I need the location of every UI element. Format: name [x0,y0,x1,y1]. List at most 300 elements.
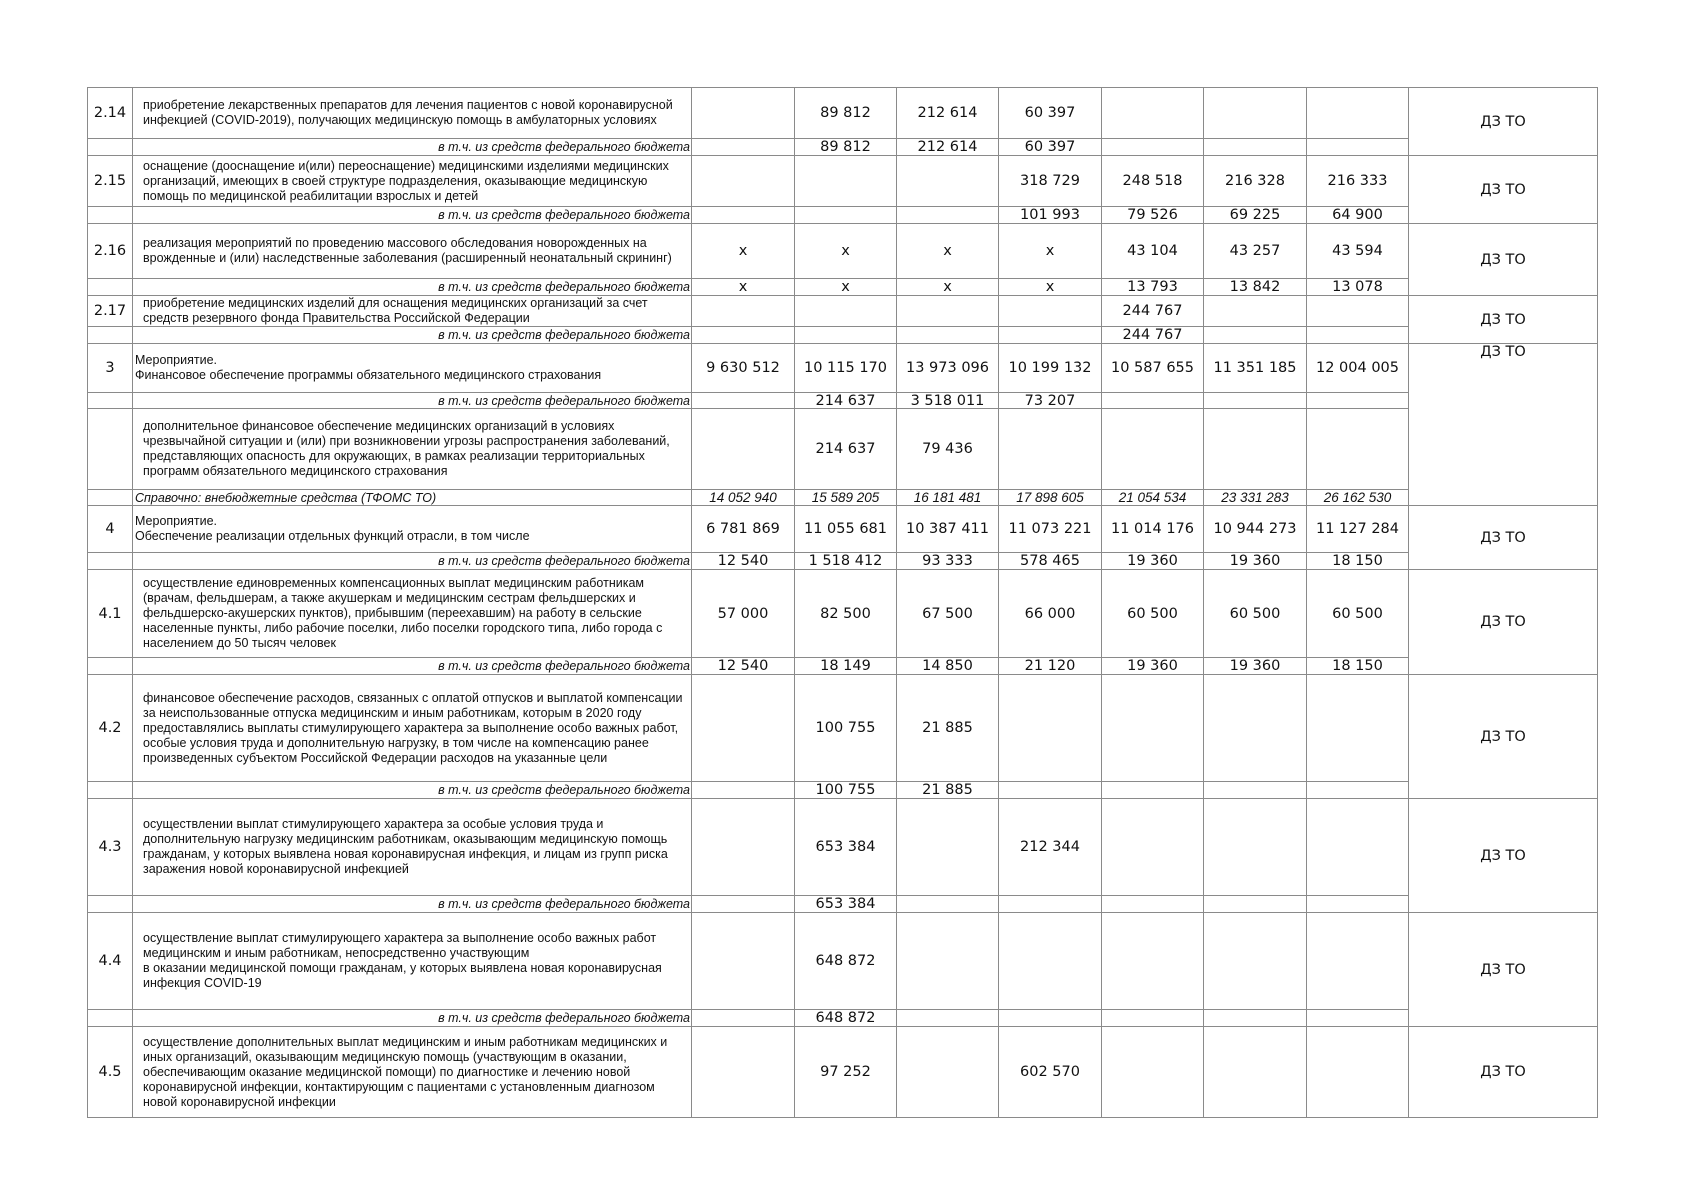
cell-text: ДЗ ТО [1480,181,1526,198]
value-cell [1101,657,1204,675]
row-number [87,155,133,207]
cell-text: 11 351 185 [1213,360,1297,376]
cell-text: 43 257 [1229,243,1281,259]
row-number [87,781,133,799]
cell-text: 93 333 [922,553,973,569]
value-cell [896,326,999,344]
cell-text: 2.16 [93,243,127,259]
value-cell [1203,155,1307,207]
value-cell [691,392,795,409]
row-number [87,489,133,506]
cell-text: 66 000 [1024,605,1076,622]
value-cell [1101,1009,1204,1027]
federal-budget-label [132,138,692,156]
row-number [87,223,133,279]
cell-text: приобретение лекарственных препаратов для лечения пациентов с новой коронавирусной инфекцией (COVID-2019), получающих медицинскую помощь в амбулаторных условиях [143,98,673,127]
cell-text: ДЗ ТО [1480,529,1526,546]
cell-text: 3 518 011 [910,392,985,409]
cell-text: 13 793 [1127,279,1178,295]
value-cell [998,295,1102,327]
value-cell [998,392,1102,409]
cell-text: 12 540 [717,658,769,674]
cell-text: 4.5 [98,1064,122,1080]
cell-text: 10 944 273 [1213,521,1297,537]
value-cell [691,1026,795,1118]
row-number [87,138,133,156]
row-description [132,674,692,782]
cell-text: реализация мероприятий по проведению массового обследования новорожденных на врожденные и (или) наследственные заболевания (расширенный неонатальный скрининг) [143,236,672,265]
cell-text: 89 812 [820,105,871,121]
cell-text: 18 149 [820,658,871,674]
cell-text: ДЗ ТО [1480,1064,1526,1080]
row-number [87,674,133,782]
row-number [87,295,133,327]
cell-text: 89 812 [820,139,871,155]
federal-budget-label [132,657,692,675]
value-cell [1306,674,1409,782]
cell-text: ДЗ ТО [1480,113,1526,130]
value-cell [998,87,1102,139]
cell-text: 60 397 [1024,139,1076,155]
cell-text: 212 614 [917,105,978,121]
cell-text: 60 500 [1229,605,1281,622]
value-cell [691,1009,795,1027]
value-cell [1203,87,1307,139]
cell-text: осуществление дополнительных выплат медицинским и иным работникам медицинских и иных организаций, оказывающим медицинскую помощь (участвующим в оказании, обеспечивающим оказание медицинской помощи) по диагностике и лечению новой коронавирусной инфекции, контактирующим с пациентами с установленным диагнозом новой коронавирусной инфекции [143,1034,668,1109]
value-cell [1203,505,1307,553]
value-cell [1101,278,1204,296]
cell-text: 60 500 [1127,605,1178,622]
value-cell [1203,674,1307,782]
value-cell [794,1009,897,1027]
value-cell [896,138,999,156]
cell-text: 4.3 [98,839,122,855]
cell-text: в т.ч. из средств федерального бюджета [438,659,690,673]
cell-text: Справочно: внебюджетные средства (ТФОМС ТО) [135,490,437,505]
cell-text: 3 [105,360,115,376]
cell-text: 101 993 [1020,207,1080,223]
value-cell [794,569,897,658]
value-cell [998,674,1102,782]
value-cell [794,674,897,782]
value-cell [691,489,795,506]
cell-text: 60 500 [1332,605,1383,622]
cell-text: оснащение (дооснащение и(или) переоснащение) медицинскими изделиями медицинских организаций, имеющих в своей структуре подразделения, оказывающие медицинскую помощь по медицинской реабилитации взрослых и детей [143,158,669,203]
cell-text: 244 767 [1122,327,1183,343]
value-cell [691,552,795,570]
value-cell [998,781,1102,799]
cell-text: 1 518 412 [808,553,883,569]
cell-text: 19 360 [1229,553,1281,569]
cell-text: в т.ч. из средств федерального бюджета [438,208,690,222]
value-cell [794,295,897,327]
row-description [132,87,692,139]
row-description [132,408,692,490]
row-number [87,1026,133,1118]
cell-text: 82 500 [820,605,871,622]
cell-text: 21 885 [922,782,973,798]
row-number [87,343,133,393]
reference-label [132,489,692,506]
value-cell [896,674,999,782]
value-cell [1101,326,1204,344]
cell-text: 73 207 [1024,392,1076,409]
cell-text: Мероприятие. Обеспечение реализации отдельных функций отрасли, в том числе [135,514,530,543]
row-description [132,223,692,279]
value-cell [794,505,897,553]
cell-text: 23 331 283 [1221,490,1289,505]
cell-text: осуществление выплат стимулирующего характера за выполнение особо важных работ медицинским и иным работникам, непосредственно участвующим в оказании медицинской помощи гражданам, у которых выявлена новая коронавирусная инфекция COVID-19 [143,931,662,990]
cell-text: х [738,279,748,295]
value-cell [1101,569,1204,658]
cell-text: 653 384 [815,896,876,912]
value-cell [1306,1026,1409,1118]
value-cell [794,489,897,506]
row-number [87,326,133,344]
value-cell [794,87,897,139]
cell-text: 318 729 [1020,173,1080,189]
cell-text: х [841,279,850,295]
value-cell [1306,657,1409,675]
value-cell [998,489,1102,506]
value-cell [1203,343,1307,393]
value-cell [998,895,1102,913]
responsible-executor [1408,223,1598,296]
cell-text: 14 052 940 [709,490,777,505]
row-description [132,155,692,207]
cell-text: 212 344 [1020,839,1080,855]
responsible-executor [1408,912,1598,1027]
cell-text: 69 225 [1229,207,1281,223]
value-cell [1306,895,1409,913]
value-cell [794,138,897,156]
value-cell [691,326,795,344]
responsible-executor [1408,87,1598,156]
cell-text: 100 755 [815,720,876,736]
value-cell [691,505,795,553]
value-cell [1306,206,1409,224]
cell-text: 248 518 [1122,173,1183,189]
value-cell [1203,278,1307,296]
value-cell [1203,657,1307,675]
value-cell [1306,569,1409,658]
cell-text: 64 900 [1332,207,1383,223]
cell-text: 12 004 005 [1315,360,1400,376]
row-number [87,206,133,224]
value-cell [1203,489,1307,506]
value-cell [1203,138,1307,156]
cell-text: ДЗ ТО [1480,614,1526,630]
cell-text: в т.ч. из средств федерального бюджета [438,1011,690,1025]
row-number [87,569,133,658]
cell-text: 602 570 [1020,1064,1080,1080]
value-cell [1203,569,1307,658]
cell-text: 18 150 [1332,553,1383,569]
cell-text: 10 587 655 [1110,360,1195,376]
cell-text: дополнительное финансовое обеспечение медицинских организаций в условиях чрезвычайной ситуации и (или) при возникновении угрозы распространения заболеваний, представляющих опасность для окружающих, в рамках реализации территориальных программ обязательного медицинского страхования [143,419,670,478]
value-cell [896,223,999,279]
cell-text: 97 252 [820,1064,871,1080]
cell-text: 214 637 [815,392,876,409]
cell-text: 21 885 [922,720,973,736]
cell-text: 216 333 [1327,173,1388,189]
value-cell [1306,912,1409,1010]
value-cell [794,1026,897,1118]
cell-text: 6 781 869 [706,521,780,537]
value-cell [1203,295,1307,327]
value-cell [896,1026,999,1118]
value-cell [896,552,999,570]
federal-budget-label [132,326,692,344]
value-cell [998,278,1102,296]
value-cell [896,505,999,553]
value-cell [794,798,897,896]
value-cell [1101,392,1204,409]
value-cell [794,278,897,296]
value-cell [896,657,999,675]
cell-text: 60 397 [1024,105,1076,121]
cell-text: 16 181 481 [913,490,982,505]
value-cell [896,798,999,896]
cell-text: 11 127 284 [1315,521,1400,537]
cell-text: 11 055 681 [803,521,888,537]
value-cell [998,343,1102,393]
value-cell [691,87,795,139]
value-cell [1101,895,1204,913]
cell-text: х [943,243,952,259]
value-cell [691,657,795,675]
cell-text: х [1045,279,1055,295]
cell-text: в т.ч. из средств федерального бюджета [438,554,690,568]
value-cell [1306,1009,1409,1027]
row-number [87,505,133,553]
responsible-executor [1408,295,1598,344]
value-cell [794,552,897,570]
value-cell [1203,895,1307,913]
value-cell [794,326,897,344]
value-cell [896,295,999,327]
value-cell [794,408,897,490]
cell-text: 9 630 512 [706,360,780,376]
row-number [87,895,133,913]
row-number [87,657,133,675]
value-cell [998,552,1102,570]
responsible-executor [1408,569,1598,675]
value-cell [998,408,1102,490]
value-cell [896,912,999,1010]
value-cell [998,1026,1102,1118]
responsible-executor [1408,505,1598,570]
value-cell [1101,912,1204,1010]
value-cell [1101,1026,1204,1118]
row-description [132,343,692,393]
responsible-executor [1408,674,1598,799]
row-number [87,392,133,409]
value-cell [1101,408,1204,490]
federal-budget-label [132,552,692,570]
cell-text: приобретение медицинских изделий для оснащения медицинских организаций за счет средств резервного фонда Правительства Российской Федерации [143,296,648,325]
value-cell [794,781,897,799]
cell-text: осуществлении выплат стимулирующего характера за особые условия труда и дополнительную нагрузку медицинским работникам, оказывающим медицинскую помощь гражданам, у которых выявлена новая коронавирусная инфекция, и лицам из групп риска заражения новой коронавирусной инфекцией [143,817,668,876]
value-cell [896,206,999,224]
cell-text: 43 594 [1332,243,1383,259]
value-cell [691,895,795,913]
cell-text: 21 054 534 [1118,490,1187,505]
cell-text: 648 872 [815,1010,876,1026]
value-cell [1306,489,1409,506]
cell-text: х [943,279,952,295]
value-cell [1203,392,1307,409]
cell-text: 4.1 [98,605,122,622]
cell-text: х [841,243,850,259]
cell-text: 21 120 [1024,658,1076,674]
cell-text: х [1045,243,1055,259]
value-cell [896,895,999,913]
cell-text: осуществление единовременных компенсационных выплат медицинским работникам (врачам, фельдшерам, а также акушеркам и медицинским сестрам фельдшерских и фельдшерско-акушерских пунктов), прибывшим (переехавшим) на работу в сельские населенные пункты, либо рабочие поселки, либо поселки городского типа, либо города с населением до 50 тысяч человек [143,576,663,650]
cell-text: х [738,243,748,259]
federal-budget-label [132,895,692,913]
row-number [87,552,133,570]
cell-text: 2.14 [93,105,127,121]
value-cell [691,278,795,296]
cell-text: в т.ч. из средств федерального бюджета [438,328,690,342]
value-cell [1101,505,1204,553]
federal-budget-label [132,278,692,296]
value-cell [691,295,795,327]
cell-text: ДЗ ТО [1480,847,1526,864]
value-cell [691,138,795,156]
value-cell [794,895,897,913]
value-cell [896,155,999,207]
cell-text: ДЗ ТО [1480,961,1526,978]
value-cell [896,408,999,490]
value-cell [1203,1026,1307,1118]
cell-text: Мероприятие. Финансовое обеспечение программы обязательного медицинского страхования [135,353,602,382]
value-cell [1306,295,1409,327]
value-cell [998,505,1102,553]
cell-text: 13 842 [1229,279,1281,295]
value-cell [896,569,999,658]
value-cell [1101,343,1204,393]
cell-text: 212 614 [917,139,978,155]
value-cell [1203,912,1307,1010]
cell-text: 26 162 530 [1323,490,1392,505]
value-cell [998,1009,1102,1027]
cell-text: 17 898 605 [1016,490,1084,505]
value-cell [691,912,795,1010]
value-cell [1306,223,1409,279]
cell-text: 100 755 [815,782,876,798]
cell-text: в т.ч. из средств федерального бюджета [438,280,690,294]
federal-budget-label [132,781,692,799]
row-description [132,295,692,327]
value-cell [1101,206,1204,224]
federal-budget-label [132,206,692,224]
value-cell [896,87,999,139]
cell-text: ДЗ ТО [1480,251,1526,268]
cell-text: 19 360 [1229,658,1281,674]
value-cell [998,569,1102,658]
cell-text: 4 [105,521,115,537]
value-cell [896,781,999,799]
value-cell [998,138,1102,156]
row-description [132,505,692,553]
cell-text: 578 465 [1020,553,1080,569]
cell-text: 14 850 [922,658,973,674]
cell-text: 79 436 [922,441,973,457]
cell-text: 4.4 [98,953,122,969]
cell-text: 43 104 [1127,243,1178,259]
cell-text: 11 073 221 [1008,521,1092,537]
value-cell [1203,223,1307,279]
value-cell [1306,798,1409,896]
value-cell [896,392,999,409]
value-cell [1306,392,1409,409]
value-cell [691,343,795,393]
cell-text: 11 014 176 [1110,521,1195,537]
value-cell [896,489,999,506]
cell-text: 12 540 [717,553,769,569]
cell-text: в т.ч. из средств федерального бюджета [438,897,690,911]
responsible-executor [1408,343,1598,506]
row-description [132,569,692,658]
responsible-executor [1408,798,1598,913]
value-cell [691,223,795,279]
cell-text: в т.ч. из средств федерального бюджета [438,140,690,154]
value-cell [691,798,795,896]
row-number [87,798,133,896]
row-description [132,1026,692,1118]
cell-text: 10 199 132 [1008,360,1092,376]
cell-text: 57 000 [717,605,769,622]
value-cell [896,1009,999,1027]
row-number [87,912,133,1010]
value-cell [1101,295,1204,327]
row-number [87,87,133,139]
value-cell [794,206,897,224]
value-cell [1306,278,1409,296]
cell-text: ДЗ ТО [1480,344,1526,360]
value-cell [896,278,999,296]
cell-text: 648 872 [815,953,876,969]
cell-text: 19 360 [1127,658,1178,674]
cell-text: 67 500 [922,605,973,622]
value-cell [1203,781,1307,799]
value-cell [998,798,1102,896]
value-cell [1101,155,1204,207]
value-cell [794,155,897,207]
value-cell [998,326,1102,344]
value-cell [794,392,897,409]
cell-text: 10 115 170 [803,360,888,376]
cell-text: 79 526 [1127,207,1178,223]
cell-text: ДЗ ТО [1480,728,1526,745]
value-cell [1306,408,1409,490]
value-cell [1101,798,1204,896]
value-cell [794,912,897,1010]
value-cell [998,155,1102,207]
federal-budget-label [132,1009,692,1027]
cell-text: 216 328 [1225,173,1285,189]
value-cell [1101,781,1204,799]
value-cell [998,206,1102,224]
value-cell [1101,674,1204,782]
row-number [87,278,133,296]
value-cell [1306,343,1409,393]
value-cell [1306,155,1409,207]
value-cell [1203,206,1307,224]
row-description [132,798,692,896]
